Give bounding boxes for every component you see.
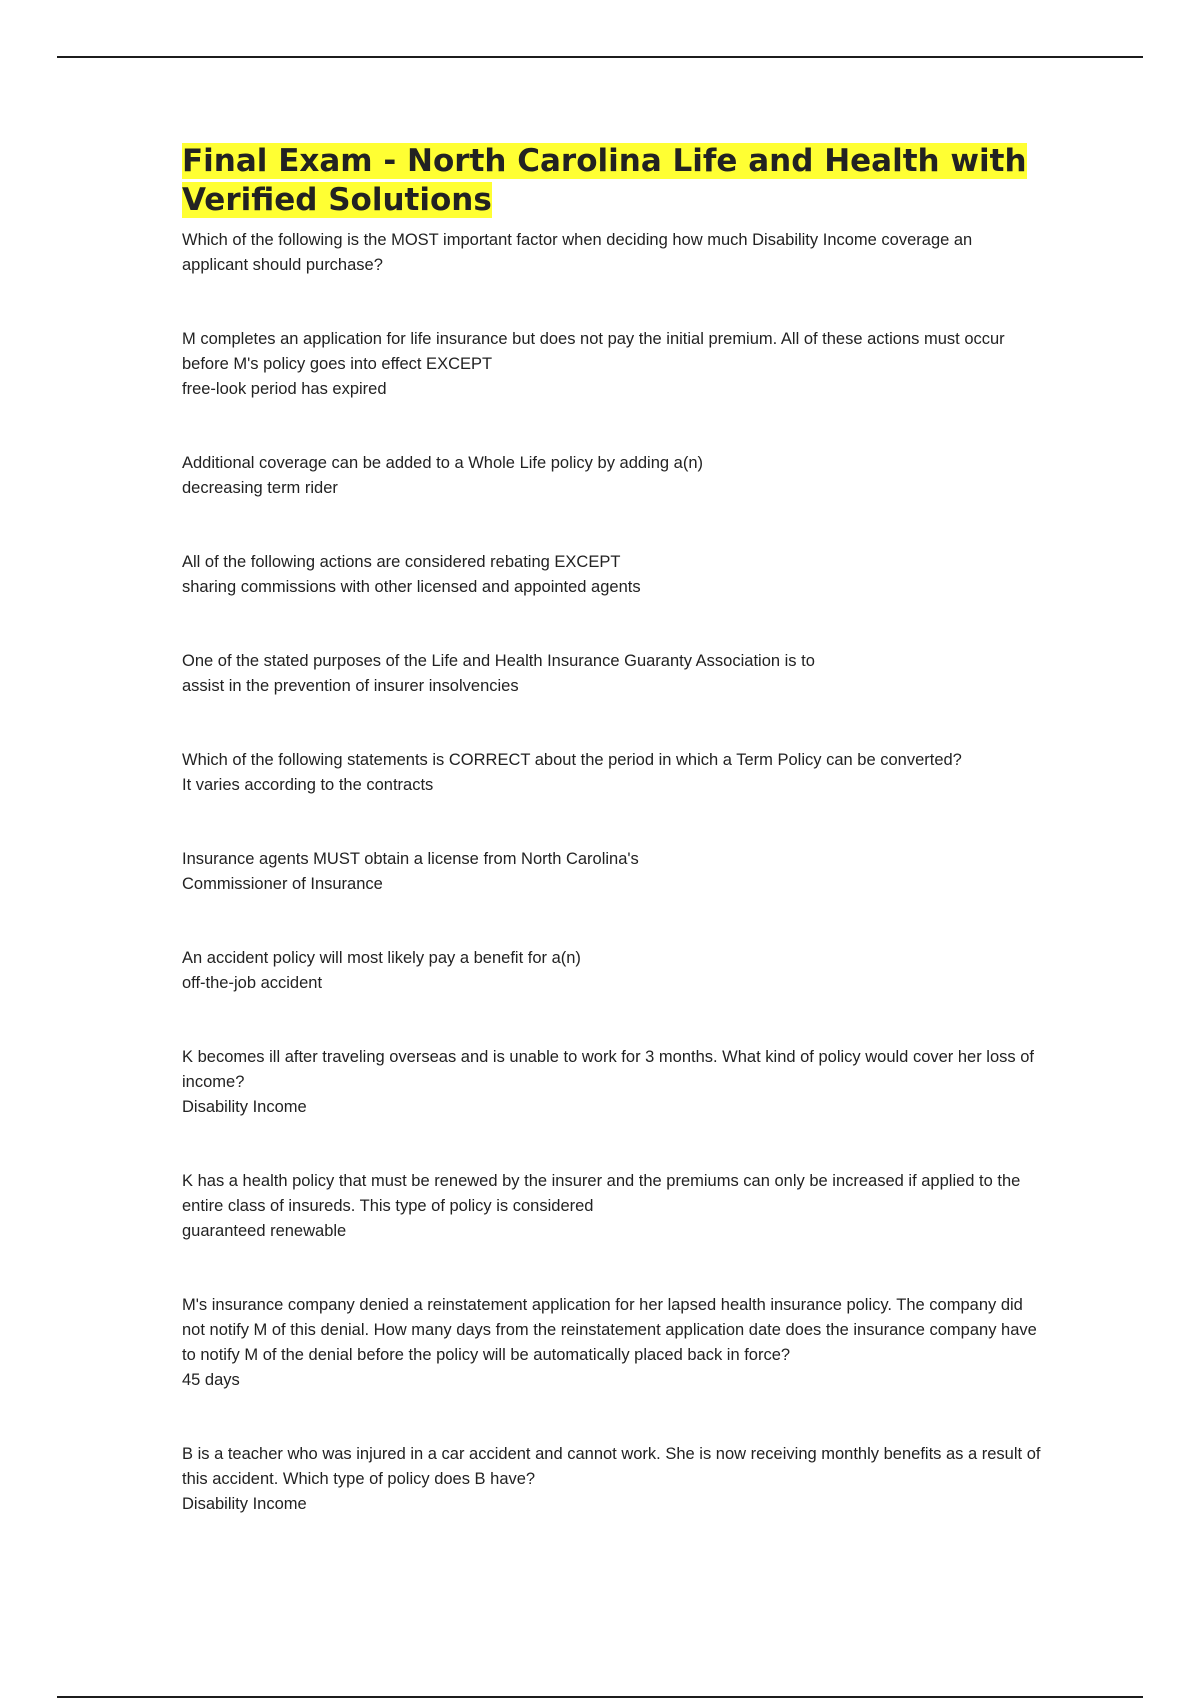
qa-item-3 xyxy=(182,451,1042,501)
answer-text: 45 days xyxy=(182,1371,240,1389)
qa-item-2 xyxy=(182,327,1042,402)
question-text: Additional coverage can be added to a Whole Life policy by adding a(n) xyxy=(182,454,704,472)
answer-text: free-look period has expired xyxy=(182,380,387,398)
answer-text: decreasing term rider xyxy=(182,479,338,497)
qa-item-5 xyxy=(182,649,1042,699)
qa-item-6 xyxy=(182,748,1042,798)
question-text: Insurance agents MUST obtain a license from North Carolina's xyxy=(182,850,639,868)
qa-item-1 xyxy=(182,228,1042,278)
qa-item-10 xyxy=(182,1169,1042,1244)
answer-text: assist in the prevention of insurer insolvencies xyxy=(182,677,519,695)
qa-item-8 xyxy=(182,946,1042,996)
qa-item-12 xyxy=(182,1442,1042,1517)
answer-text: It varies according to the contracts xyxy=(182,776,434,794)
answer-text: guaranteed renewable xyxy=(182,1222,347,1240)
question-text: Which of the following is the MOST important factor when deciding how much Disability Income coverage an applicant should purchase? xyxy=(182,231,973,274)
question-text: K becomes ill after traveling overseas and is unable to work for 3 months. What kind of policy would cover her loss of income? xyxy=(182,1048,1034,1091)
answer-text: Disability Income xyxy=(182,1098,307,1116)
question-text: An accident policy will most likely pay a benefit for a(n) xyxy=(182,949,581,967)
answer-text: off-the-job accident xyxy=(182,974,323,992)
qa-item-7 xyxy=(182,847,1042,897)
document-body xyxy=(182,142,1042,1517)
answer-text: sharing commissions with other licensed and appointed agents xyxy=(182,578,641,596)
qa-item-9 xyxy=(182,1045,1042,1120)
qa-item-11 xyxy=(182,1293,1042,1393)
document-title xyxy=(182,142,1042,220)
bottom-rule xyxy=(57,1696,1143,1698)
question-text: M's insurance company denied a reinstatement application for her lapsed health insurance policy. The company did not notify M of this denial. How many days from the reinstatement application date does the insurance company have to notify M of the denial before the policy will be automatically placed back in force? xyxy=(182,1296,1037,1364)
answer-text: Commissioner of Insurance xyxy=(182,875,383,893)
question-text: Which of the following statements is CORRECT about the period in which a Term Policy can be converted? xyxy=(182,751,962,769)
question-text: K has a health policy that must be renewed by the insurer and the premiums can only be increased if applied to the entire class of insureds. This type of policy is considered xyxy=(182,1172,1021,1215)
top-rule xyxy=(57,56,1143,58)
question-text: M completes an application for life insurance but does not pay the initial premium. All of these actions must occur before M's policy goes into effect EXCEPT xyxy=(182,330,1005,373)
answer-text: Disability Income xyxy=(182,1495,307,1513)
question-text: One of the stated purposes of the Life and Health Insurance Guaranty Association is to xyxy=(182,652,815,670)
question-text: B is a teacher who was injured in a car accident and cannot work. She is now receiving monthly benefits as a result of this accident. Which type of policy does B have? xyxy=(182,1445,1041,1488)
qa-item-4 xyxy=(182,550,1042,600)
question-text: All of the following actions are considered rebating EXCEPT xyxy=(182,553,621,571)
title-highlight: Final Exam - North Carolina Life and Health with Verified Solutions xyxy=(182,143,1027,218)
